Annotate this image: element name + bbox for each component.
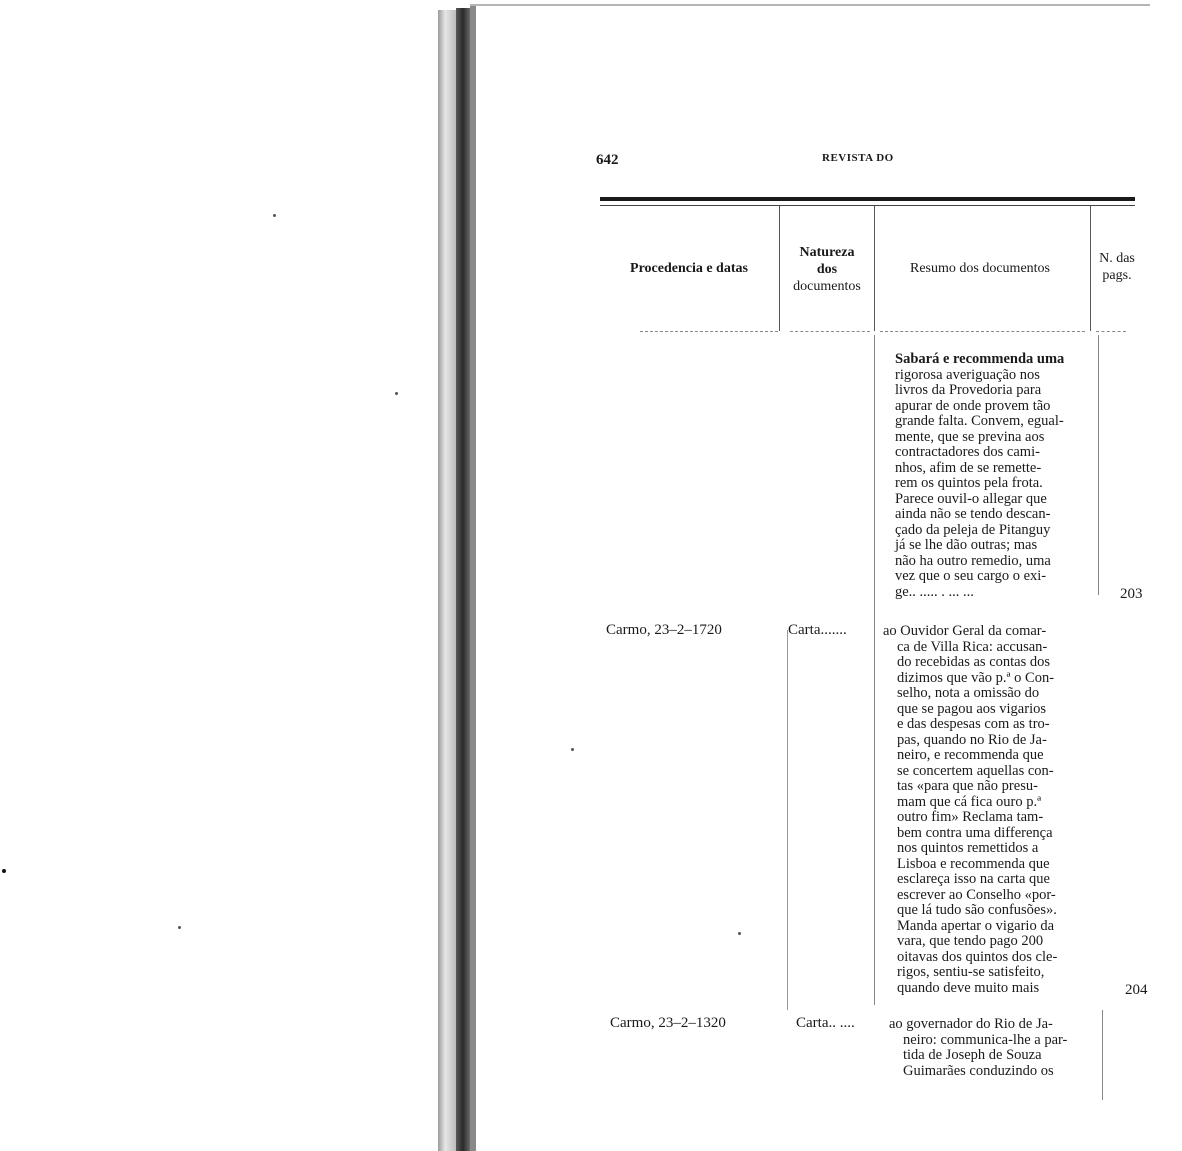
summary-line: mente, que se previna aos (895, 428, 1045, 445)
header-bottom-dash (880, 331, 1085, 332)
summary-line: tas «para que não presu- (897, 778, 1038, 794)
summary-line: contractadores dos cami- (895, 444, 1040, 460)
summary-line: ge.. ..... . ... ... (895, 583, 974, 600)
book-spine-edge (456, 8, 470, 1151)
summary-line: do recebidas as contas dos (897, 654, 1051, 670)
summary-line: Guimarães conduzindo os (903, 1062, 1054, 1079)
summary-line: que lá tudo são confusões». (897, 902, 1057, 918)
summary-line: ao governador do Rio de Ja- (889, 1016, 1053, 1032)
summary-line: apurar de onde provem tão (895, 397, 1051, 414)
summary-line: já se lhe dão outras; mas (895, 537, 1038, 553)
summary-line: rem os quintos pela frota. (895, 475, 1043, 491)
summary-line: dizimos que vão p.ª o Con- (897, 669, 1055, 686)
summary-line: oitavas dos quintos dos cle- (897, 948, 1058, 965)
column-header-nature (780, 244, 874, 295)
column-divider (874, 206, 875, 331)
column-divider (1098, 335, 1099, 595)
column-divider (787, 630, 788, 1010)
column-header-pages (1092, 250, 1142, 284)
column-header-nature-line: Natureza (799, 245, 855, 260)
column-header-nature-line: dos (816, 262, 838, 277)
summary-line: esclareça isso na carta que (897, 871, 1050, 887)
book-gutter-shadow (438, 10, 456, 1151)
summary-line: pas, quando no Rio de Ja- (897, 731, 1047, 748)
column-divider (1090, 206, 1091, 331)
column-header-nature-line: documentos (793, 279, 861, 294)
origin-date: Carmo, 23–2–1320 (610, 1015, 726, 1031)
summary-line: Parece ouvil-o allegar que (895, 490, 1047, 507)
header-rule-thin (600, 205, 1135, 206)
book-spine-inner (470, 6, 476, 1151)
summary-line: vez que o seu cargo o exi- (895, 568, 1047, 584)
summary-line: ao Ouvidor Geral da comar- (883, 623, 1047, 639)
scan-speck (571, 748, 574, 751)
summary-line: outro fim» Reclama tam- (897, 809, 1044, 825)
document-nature: Carta.. .... (796, 1015, 855, 1031)
summary-line: çado da peleja de Pitanguy (895, 521, 1051, 538)
summary-line: selho, nota a omissão do (897, 685, 1040, 701)
header-bottom-dash (1096, 331, 1126, 332)
page-ref: 203 (1120, 586, 1143, 602)
summary-line: tida de Joseph de Souza (903, 1047, 1042, 1063)
document-nature: Carta....... (788, 622, 847, 638)
summary-line: vara, que tendo pago 200 (897, 933, 1044, 949)
scan-speck (395, 392, 398, 395)
scan-speck (2, 869, 6, 873)
page-number: 642 (596, 152, 619, 168)
summary-line: mam que cá fica ouro p.ª (897, 793, 1042, 810)
page-top-edge (470, 4, 1150, 6)
summary-text (889, 1017, 1102, 1079)
summary-line: nos quintos remettidos a (897, 840, 1039, 856)
summary-line: ca de Villa Rica: accusan- (897, 638, 1048, 655)
column-header-pages-line: pags. (1102, 268, 1132, 283)
summary-line: grande falta. Convem, egual- (895, 413, 1064, 429)
column-divider (1102, 1010, 1103, 1100)
header-bottom-dash (640, 331, 778, 332)
header-rule (600, 197, 1135, 201)
column-header-pages-line: N. das (1099, 251, 1135, 266)
summary-line: bem contra uma differença (897, 824, 1053, 841)
summary-line: que se pagou aos vigarios (897, 700, 1046, 717)
summary-line: não ha outro remedio, uma (895, 552, 1051, 569)
summary-line: nhos, afim de se remette- (895, 459, 1042, 476)
summary-line: rigos, sentiu-se satisfeito, (897, 964, 1045, 980)
summary-text (883, 624, 1098, 996)
running-head: REVISTA DO (822, 152, 894, 164)
summary-line: se concertem aquellas con- (897, 762, 1054, 779)
page-ref: 204 (1125, 982, 1148, 998)
summary-line: Sabará e recommenda uma (895, 351, 1065, 367)
column-divider (874, 335, 875, 1005)
summary-text (895, 352, 1098, 600)
summary-line: Manda apertar o vigario da (897, 917, 1055, 934)
scan-speck (273, 214, 276, 217)
origin-date: Carmo, 23–2–1720 (606, 622, 722, 638)
summary-line: quando deve muito mais (897, 979, 1040, 996)
summary-line: escrever ao Conselho «por- (897, 886, 1056, 903)
summary-line: e das despesas com as tro- (897, 716, 1050, 732)
summary-line: rigorosa averiguação nos (895, 366, 1040, 383)
summary-line: neiro, e recommenda que (897, 747, 1044, 763)
column-header-summary: Resumo dos documentos (910, 261, 1050, 276)
summary-line: ainda não se tendo descan- (895, 506, 1051, 522)
column-header-origin: Procedencia e datas (630, 261, 748, 276)
header-bottom-dash (790, 331, 870, 332)
summary-line: neiro: communica-lhe a par- (903, 1031, 1068, 1048)
scan-speck (738, 932, 741, 935)
summary-line: Lisboa e recommenda que (897, 855, 1050, 872)
scan-speck (178, 926, 181, 929)
summary-line: livros da Provedoria para (895, 382, 1042, 398)
